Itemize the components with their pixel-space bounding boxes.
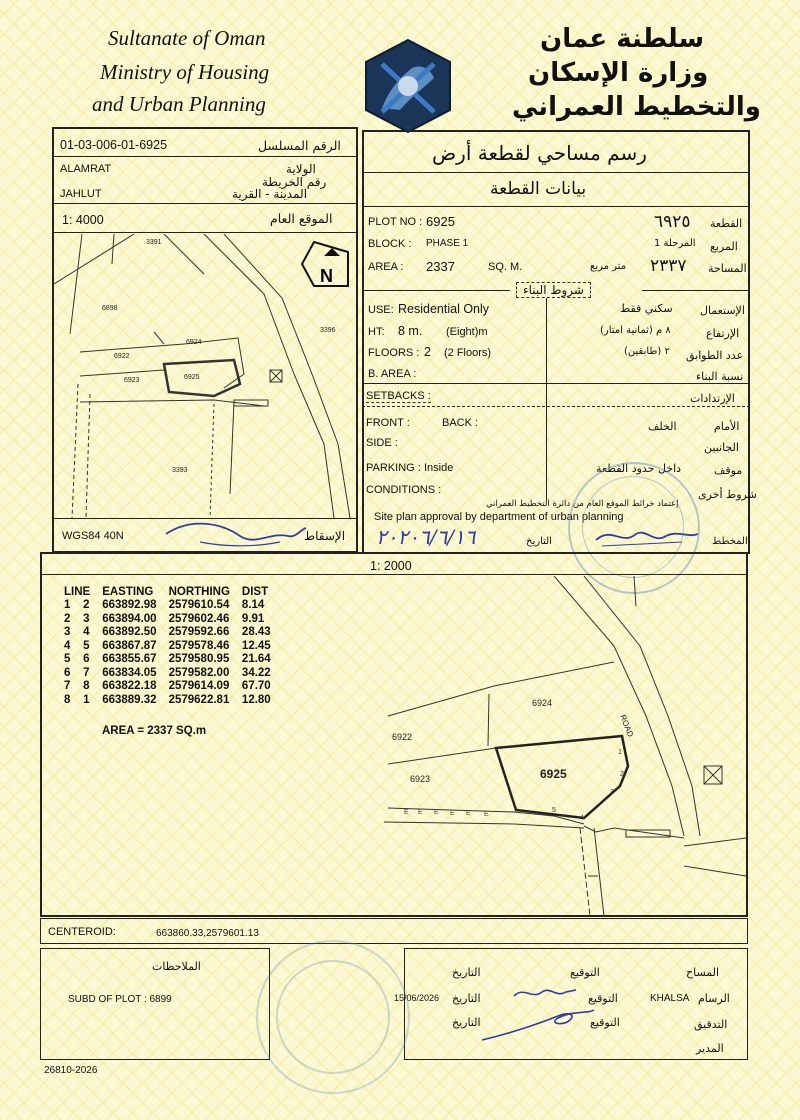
parking-value: Inside bbox=[424, 462, 454, 474]
centroid-label: CENTEROID: bbox=[48, 926, 116, 938]
floors-ar-value: ٢ (طابقين) bbox=[624, 346, 670, 357]
drafter-signature bbox=[510, 982, 580, 1004]
plot-label-ar: القطعة bbox=[710, 217, 743, 230]
wilayat-value: ALAMRAT bbox=[60, 163, 112, 175]
centroid-value: 663860.33,2579601.13 bbox=[156, 928, 259, 939]
table-header-row bbox=[58, 585, 277, 599]
wilayat-label-ar: الولاية bbox=[286, 162, 316, 176]
detail-label-6924: 6924 bbox=[532, 698, 553, 708]
height-ar-value: ٨ م (ثمانية امتار) bbox=[600, 325, 671, 336]
conditions-label-ar: شروط أخرى bbox=[698, 488, 757, 501]
table-row: 5 6 663855.67 2579580.95 21.64 bbox=[64, 653, 271, 666]
header-en-line2: Ministry of Housing bbox=[100, 60, 270, 84]
signature-label-3: التوقيع bbox=[590, 1016, 620, 1029]
block-ar-value: المرحلة 1 bbox=[654, 238, 696, 249]
date-label-1: التاريخ bbox=[452, 966, 481, 979]
map-label-6924: 6924 bbox=[186, 339, 202, 346]
table-row: 8 1 663889.32 2579622.81 12.80 bbox=[64, 693, 271, 706]
director-label-ar: المدير bbox=[696, 1042, 724, 1055]
header-ar-line3: والتخطيط العمراني bbox=[512, 92, 761, 122]
map-label-3393: 3393 bbox=[172, 467, 188, 474]
map-label-6922: 6922 bbox=[114, 353, 130, 360]
back-label: BACK : bbox=[442, 417, 479, 429]
plot-title-ar: رسم مساحي لقطعة أرض bbox=[432, 141, 647, 165]
table-header-line: LINE bbox=[64, 585, 91, 598]
svg-text:E: E bbox=[484, 811, 489, 818]
area-label: AREA : bbox=[368, 261, 404, 273]
map-label-6923: 6923 bbox=[124, 377, 140, 384]
map-label-6925: 6925 bbox=[184, 374, 200, 381]
table-row: 2 3 663894.00 2579602.46 9.91 bbox=[64, 612, 265, 625]
map-label-6898: 6898 bbox=[102, 305, 118, 312]
floors-label-ar: عدد الطوابق bbox=[686, 349, 744, 362]
centroid-bar bbox=[40, 918, 748, 944]
table-row: 6 7 663834.05 2579582.00 34.22 bbox=[64, 666, 271, 679]
block-label: BLOCK : bbox=[368, 238, 412, 250]
plot-no-ar-value: ٦٩٢٥ bbox=[654, 212, 691, 232]
svg-text:E: E bbox=[418, 809, 423, 816]
barea-label: B. AREA : bbox=[368, 368, 417, 380]
use-value: Residential Only bbox=[398, 302, 490, 316]
front-label-ar: الأمام bbox=[714, 420, 740, 433]
area-unit: SQ. M. bbox=[488, 261, 523, 273]
surveyor-label-ar: المساح bbox=[686, 966, 720, 979]
north-arrow-icon bbox=[302, 242, 348, 286]
svg-text:4: 4 bbox=[580, 815, 584, 822]
height-value: 8 m. bbox=[398, 324, 423, 338]
svg-text:E: E bbox=[434, 809, 439, 816]
block-label-ar: المربع bbox=[710, 240, 738, 253]
table-header-northing: NORTHING bbox=[168, 585, 230, 598]
use-label: USE: bbox=[368, 304, 394, 316]
svg-text:1: 1 bbox=[618, 749, 622, 756]
svg-text:E: E bbox=[450, 810, 455, 817]
notes-label-ar: الملاحظات bbox=[152, 960, 201, 973]
projection-label-ar: الإسقاط bbox=[304, 529, 346, 543]
town-value: JAHLUT bbox=[60, 188, 102, 200]
town-label-ar: المدينة - القرية bbox=[232, 187, 308, 201]
block-value: PHASE 1 bbox=[426, 238, 469, 249]
height-label-ar: الإرتفاع bbox=[706, 327, 740, 340]
document-number: 26810-2026 bbox=[44, 1065, 98, 1076]
use-label-ar: الإستعمال bbox=[700, 304, 745, 317]
table-header-dist: DIST bbox=[241, 585, 269, 598]
floors-words: (2 Floors) bbox=[444, 347, 492, 359]
date-label-3: التاريخ bbox=[452, 1016, 481, 1029]
header-ar-line2: وزارة الإسكان bbox=[528, 58, 709, 88]
plot-no-value: 6925 bbox=[426, 214, 455, 229]
building-conditions-ar: شروط البناء bbox=[516, 282, 591, 298]
plot-no-label: PLOT NO : bbox=[368, 216, 423, 228]
header-ar-line1: سلطنة عمان bbox=[540, 24, 705, 54]
ministry-logo-icon bbox=[360, 38, 456, 134]
approval-en: Site plan approval by department of urban planning bbox=[374, 511, 624, 523]
drafter-name: KHALSA bbox=[650, 993, 690, 1004]
notes-text: SUBD OF PLOT : 6899 bbox=[68, 994, 172, 1005]
area-value: 2337 bbox=[426, 259, 455, 274]
setbacks-label: SETBACKS : bbox=[366, 390, 431, 402]
svg-text:2: 2 bbox=[620, 771, 624, 778]
setbacks-label-ar: الإرتدادات bbox=[690, 392, 735, 405]
table-header-easting: EASTING bbox=[102, 585, 154, 598]
location-label-ar: الموقع العام bbox=[270, 211, 333, 226]
date-label-2: التاريخ bbox=[452, 992, 481, 1005]
svg-text:E: E bbox=[466, 810, 471, 817]
use-ar-value: سكني فقط bbox=[620, 302, 673, 315]
serial-number: 01-03-006-01-6925 bbox=[60, 138, 168, 152]
date-label-ar: التاريخ bbox=[526, 536, 552, 547]
side-label-ar: الجانبين bbox=[704, 441, 739, 454]
height-label: HT: bbox=[368, 326, 385, 338]
area-ar-value: ٢٣٣٧ bbox=[650, 256, 687, 276]
floors-value: 2 bbox=[424, 345, 431, 359]
detail-label-6925: 6925 bbox=[540, 767, 567, 781]
table-row: 7 8 663822.18 2579614.09 67.70 bbox=[64, 680, 271, 693]
detail-scale: 1: 2000 bbox=[370, 559, 412, 573]
svg-text:E: E bbox=[404, 809, 409, 816]
side-label: SIDE : bbox=[366, 437, 398, 449]
serial-label-ar: الرقم المسلسل bbox=[258, 138, 341, 153]
conditions-label: CONDITIONS : bbox=[366, 484, 442, 496]
projection-value: WGS84 40N bbox=[62, 530, 124, 542]
checker-label-ar: التدقيق bbox=[694, 1018, 728, 1031]
handwritten-date: ٢٠٢٠٦/٦/١٦ bbox=[376, 525, 476, 549]
detail-label-6922: 6922 bbox=[392, 732, 413, 742]
signature-label-1: التوقيع bbox=[570, 966, 600, 979]
area-summary: AREA = 2337 SQ.m bbox=[102, 725, 207, 737]
drafter-label-ar: الرسام bbox=[698, 992, 730, 1005]
header-en-line1: Sultanate of Oman bbox=[108, 26, 266, 50]
floors-label: FLOORS : bbox=[368, 347, 420, 359]
front-label: FRONT : bbox=[366, 417, 410, 429]
header-en-line3: and Urban Planning bbox=[92, 92, 266, 116]
ministry-seal-inner bbox=[276, 960, 390, 1074]
checker-signature bbox=[478, 1004, 598, 1048]
signature-label-2: التوقيع bbox=[588, 992, 618, 1005]
handwritten-signature-1 bbox=[160, 512, 310, 550]
barea-label-ar: نسبة البناء bbox=[696, 370, 744, 383]
map-label-3396: 3396 bbox=[320, 327, 336, 334]
drafter-date: 15/06/2026 bbox=[394, 993, 440, 1003]
area-label-ar: المساحة bbox=[708, 262, 747, 275]
plot-data-ar: بيانات القطعة bbox=[490, 179, 587, 199]
svg-text:N: N bbox=[320, 266, 333, 286]
parking-label: PARKING : bbox=[366, 462, 421, 474]
location-map bbox=[54, 234, 356, 518]
coordinates-table bbox=[58, 585, 277, 707]
height-words: (Eight)m bbox=[446, 326, 488, 338]
detail-label-road: ROAD bbox=[618, 713, 636, 739]
area-unit-ar: متر مربع bbox=[590, 261, 627, 272]
table-row: 1 2 663892.98 2579610.54 8.14 bbox=[64, 599, 265, 612]
svg-text:3: 3 bbox=[610, 789, 614, 796]
detail-site-plan bbox=[384, 576, 746, 916]
table-row: 3 4 663892.50 2579592.66 28.43 bbox=[64, 626, 271, 639]
table-row: 4 5 663867.87 2579578.46 12.45 bbox=[64, 639, 271, 652]
detail-label-6923: 6923 bbox=[410, 774, 431, 784]
location-scale: 1: 4000 bbox=[62, 213, 104, 227]
parking-label-ar: موقف bbox=[714, 464, 743, 477]
back-label-ar: الخلف bbox=[648, 420, 677, 433]
parking-ar-value: داخل حدود القطعة bbox=[596, 462, 682, 475]
approval-ar: إعتماد خرائط الموقع العام من دائرة التخطيط العمراني bbox=[486, 499, 679, 509]
map-label-3391: 3391 bbox=[146, 239, 162, 246]
planner-label-ar: المخطط bbox=[712, 536, 748, 547]
map-no-label-ar: رقم الخريطة bbox=[262, 175, 327, 189]
svg-text:5: 5 bbox=[552, 807, 556, 814]
